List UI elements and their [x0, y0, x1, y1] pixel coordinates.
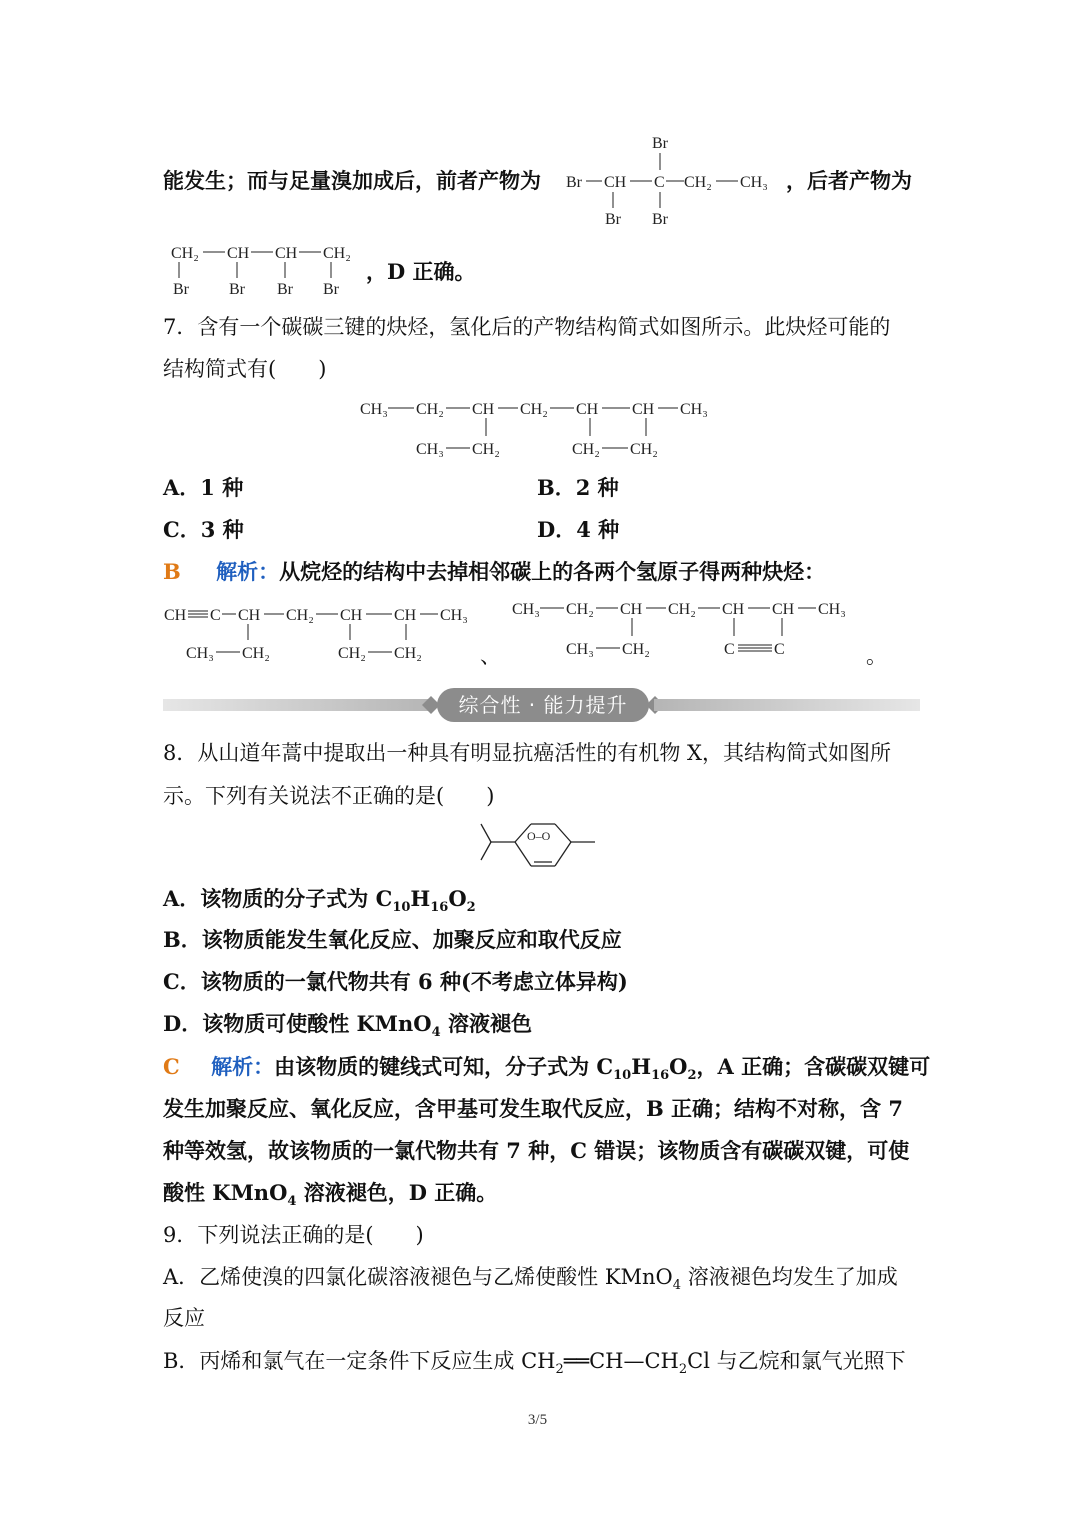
q8-stem-line2: 示。下列有关说法不正确的是( ) [163, 784, 495, 808]
struct-ch: CH [604, 174, 627, 191]
svg-text:CH: CH [394, 607, 417, 624]
q7-alkane-structure [358, 392, 720, 464]
svg-text:CH₃: CH₃ [360, 401, 388, 418]
section-banner: 综合性 · 能力提升 [437, 688, 649, 722]
q7-option-d[interactable]: D．4 种 [537, 517, 620, 542]
struct-ch2: CH₂ [684, 174, 712, 191]
svg-text:CH: CH [620, 601, 643, 618]
q7-alkyne-2 [508, 592, 858, 662]
svg-text:C: C [210, 607, 221, 624]
svg-text:CH₃: CH₃ [512, 601, 540, 618]
svg-text:CH: CH [340, 607, 363, 624]
q8-skeletal-structure [475, 818, 601, 874]
svg-text:CH₂: CH₂ [630, 441, 658, 458]
svg-text:Br: Br [277, 281, 293, 298]
svg-text:CH₃: CH₃ [416, 441, 444, 458]
svg-text:C: C [774, 641, 785, 658]
text-line-1-tail: ，后者产物为 [786, 168, 912, 193]
svg-text:Br: Br [229, 281, 245, 298]
svg-text:CH: CH [472, 401, 495, 418]
q7-analysis-text: 从烷烃的结构中去掉相邻碳上的各两个氢原子得两种炔烃： [279, 559, 826, 584]
svg-text:CH: CH [227, 245, 250, 262]
q8-analysis-label: 解析： [211, 1054, 275, 1079]
peroxide-bridge-label: O–O [527, 829, 551, 843]
svg-text:CH₂: CH₂ [338, 645, 366, 662]
q9-option-b[interactable]: B．丙烯和氯气在一定条件下反应生成 $CH_2══CH—CH_2Cl$ 与乙烷和氯气光照下 [163, 1349, 906, 1378]
svg-text:CH: CH [164, 607, 187, 624]
svg-text:CH₂: CH₂ [572, 441, 600, 458]
text-line-1: 能发生；而与足量溴加成后，前者产物为 [163, 168, 541, 193]
banner-bar-right [654, 699, 920, 711]
q7-answer: B [163, 559, 181, 584]
svg-text:CH₂: CH₂ [668, 601, 696, 618]
q7-end: 。 [866, 644, 887, 668]
svg-text:CH₂: CH₂ [286, 607, 314, 624]
q8-analysis-line2: 发生加聚反应、氧化反应，含甲基可发生取代反应，B 正确；结构不对称，含 7 [163, 1096, 903, 1121]
q8-option-d[interactable]: D．该物质可使酸性 KMnO$_4$ 溶液褪色 [163, 1011, 532, 1041]
svg-text:CH₂: CH₂ [566, 601, 594, 618]
q7-option-c[interactable]: C．3 种 [163, 517, 244, 542]
struct-br-bottom-1: Br [605, 211, 621, 228]
q7-alkyne-1 [162, 598, 478, 668]
svg-text:CH₂: CH₂ [394, 645, 422, 662]
svg-text:CH₂: CH₂ [416, 401, 444, 418]
q7-stem-line1: 7．含有一个碳碳三键的炔烃，氢化后的产物结构简式如图所示。此炔烃可能的 [163, 315, 891, 339]
svg-text:CH: CH [576, 401, 599, 418]
q8-answer: C [163, 1054, 180, 1079]
svg-text:CH: CH [238, 607, 261, 624]
q8-option-c[interactable]: C．该物质的一氯代物共有 6 种(不考虑立体异构) [163, 969, 628, 994]
struct-br-top: Br [652, 135, 668, 152]
text-line-2-tail: ，D 正确。 [366, 259, 476, 284]
svg-text:CH₃: CH₃ [566, 641, 594, 658]
q7-analysis [163, 561, 825, 583]
svg-text:CH₂: CH₂ [323, 245, 351, 262]
svg-text:CH₃: CH₃ [440, 607, 468, 624]
q9-stem: 9．下列说法正确的是( ) [163, 1223, 424, 1247]
q8-option-a[interactable]: A．该物质的分子式为 $C_{10}H_{16}O_2$ [163, 886, 476, 916]
page-number: 3/5 [527, 1412, 548, 1428]
svg-text:CH₂: CH₂ [242, 645, 270, 662]
q8-option-b[interactable]: B．该物质能发生氧化反应、加聚反应和取代反应 [163, 927, 622, 952]
q8-analysis-line1: C 解析：由该物质的键线式可知，分子式为 $C_{10}H_{16}O_2$，A 正确；含碳碳双键可 [163, 1054, 931, 1084]
q7-stem-line2: 结构简式有( ) [163, 357, 327, 381]
q7-separator: 、 [480, 644, 501, 668]
svg-text:CH₃: CH₃ [818, 601, 846, 618]
svg-text:CH₂: CH₂ [622, 641, 650, 658]
q8-analysis-line4: 酸性 KMnO$_4$ 溶液褪色，D 正确。 [163, 1180, 498, 1210]
struct-ch3: CH₃ [740, 174, 768, 191]
svg-text:CH: CH [632, 401, 655, 418]
svg-text:CH: CH [722, 601, 745, 618]
q9-option-a-line1[interactable]: A．乙烯使溴的四氯化碳溶液褪色与乙烯使酸性 KMnO$_4$ 溶液褪色均发生了加成 [163, 1265, 898, 1294]
svg-text:CH₂: CH₂ [171, 245, 199, 262]
struct-c: C [654, 174, 665, 191]
q7-option-a[interactable]: A．1 种 [163, 475, 244, 500]
svg-text:CH₂: CH₂ [520, 401, 548, 418]
struct-br-bottom-2: Br [652, 211, 668, 228]
svg-text:CH: CH [275, 245, 298, 262]
q8-stem-line1: 8．从山道年蒿中提取出一种具有明显抗癌活性的有机物 X，其结构简式如图所 [163, 741, 891, 765]
structure-tribromobutane [562, 130, 792, 230]
q8-analysis-line3: 种等效氢，故该物质的一氯代物共有 7 种，C 错误；该物质含有碳碳双键，可使 [163, 1138, 910, 1163]
svg-text:CH₂: CH₂ [472, 441, 500, 458]
q7-option-b[interactable]: B．2 种 [537, 475, 619, 500]
svg-text:CH₃: CH₃ [186, 645, 214, 662]
svg-text:C: C [724, 641, 735, 658]
q7-analysis-label: 解析： [216, 559, 280, 584]
banner-bar-left [163, 699, 433, 711]
struct-br-left: Br [566, 174, 582, 191]
q9-option-a-line2[interactable]: 反应 [163, 1306, 205, 1330]
structure-tetrabromobutane [165, 238, 365, 300]
svg-text:CH₃: CH₃ [680, 401, 708, 418]
svg-text:Br: Br [323, 281, 339, 298]
svg-text:Br: Br [173, 281, 189, 298]
svg-text:CH: CH [772, 601, 795, 618]
